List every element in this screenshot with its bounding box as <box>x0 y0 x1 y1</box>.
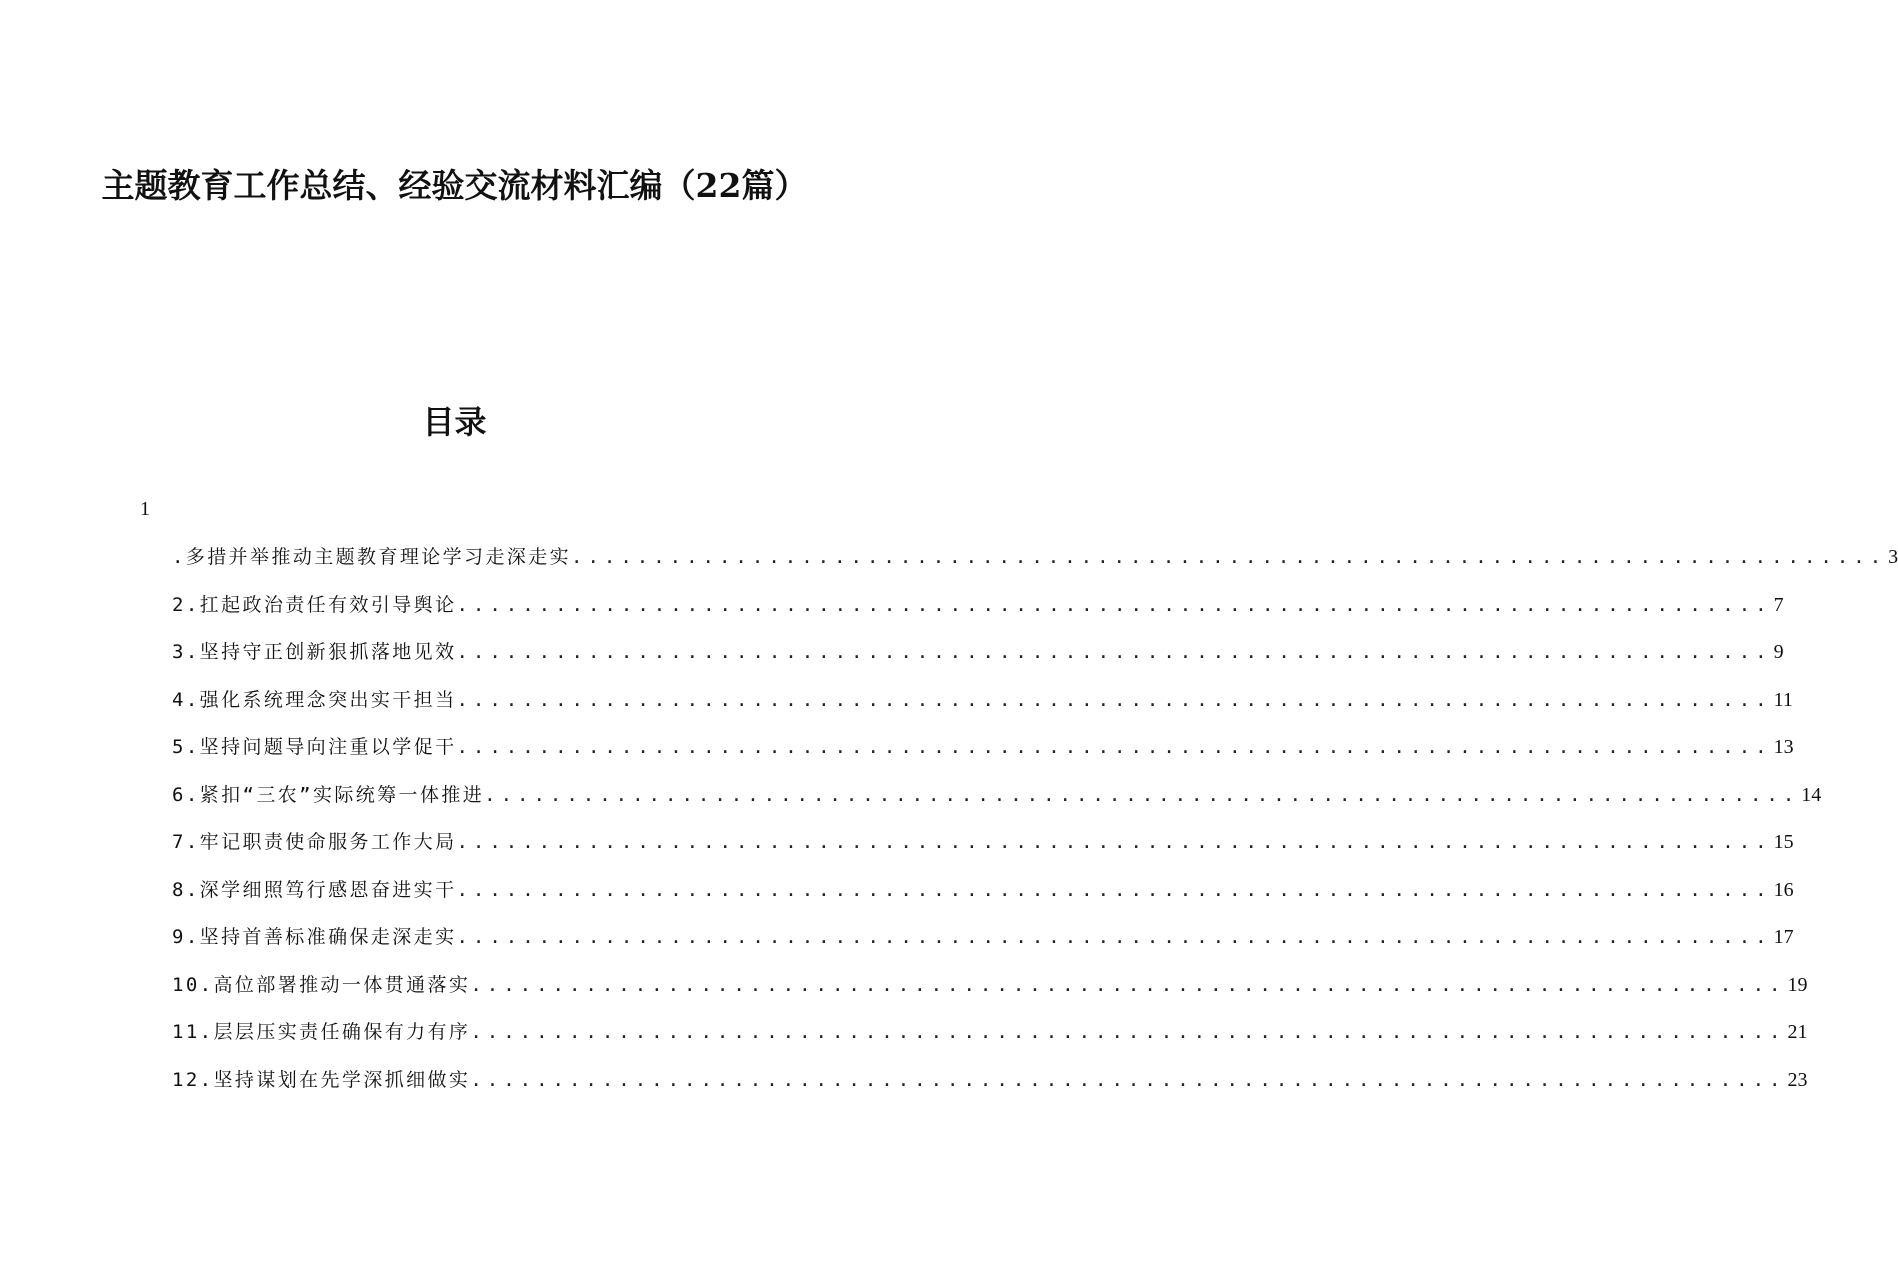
toc-entry-label: 11.层层压实责任确保有力有序 <box>172 1021 471 1043</box>
toc-entry-page: 14 <box>1801 783 1822 806</box>
toc-leader-dots: ................................................................................ <box>571 546 1887 568</box>
toc-entry-label: 9.坚持首善标准确保走深走实 <box>172 926 457 948</box>
toc-leader-dots: ................................................................................ <box>470 1021 1786 1043</box>
toc-entry-page: 7 <box>1773 593 1784 616</box>
toc-leader-dots: ................................................................................ <box>456 688 1772 711</box>
toc-entry-page: 11 <box>1773 688 1793 711</box>
toc-entry-label: 10.高位部署推动一体贯通落实 <box>172 973 471 996</box>
toc-leader-dots: ................................................................................ <box>470 1068 1786 1091</box>
toc-leader-dots: ................................................................................ <box>484 783 1800 806</box>
toc-leader-dots: ................................................................................ <box>456 926 1772 948</box>
toc-entry-label: 6.紧扣“三农”实际统筹一体推进 <box>172 783 485 806</box>
toc-entry[interactable] <box>172 914 1794 962</box>
toc-entry[interactable] <box>172 819 1794 867</box>
toc-entry[interactable] <box>172 629 1784 677</box>
toc-entry-page: 21 <box>1787 1021 1808 1043</box>
toc-entry-page: 16 <box>1773 878 1794 901</box>
toc-entry[interactable] <box>172 962 1808 1010</box>
toc-leader-dots: ................................................................................ <box>456 641 1772 663</box>
toc-leader-dots: ................................................................................ <box>456 736 1772 758</box>
document-title: 主题教育工作总结、经验交流材料汇编（22篇） <box>101 166 808 205</box>
toc-leader-dots: ................................................................................ <box>456 831 1772 853</box>
toc-entry-label: 12.坚持谋划在先学深抓细做实 <box>172 1068 471 1091</box>
toc-entry-label: 3.坚持守正创新狠抓落地见效 <box>172 641 457 663</box>
toc-entry-page: 23 <box>1787 1068 1808 1091</box>
toc-entry[interactable] <box>172 772 1822 820</box>
toc-leader-dots: ................................................................................ <box>456 593 1772 616</box>
toc-entry-page: 15 <box>1773 831 1794 853</box>
toc-entry[interactable] <box>172 1009 1808 1057</box>
toc-entry-label: 5.坚持问题导向注重以学促干 <box>172 736 457 758</box>
toc-entry[interactable] <box>172 1057 1808 1105</box>
toc-entry-page: 3 <box>1888 546 1898 568</box>
toc-entry[interactable] <box>172 534 1898 582</box>
toc-entry-label: 7.牢记职责使命服务工作大局 <box>172 831 457 853</box>
toc-entry-page: 9 <box>1773 641 1784 663</box>
toc-entry-label: 4.强化系统理念突出实干担当 <box>172 688 457 711</box>
toc-entry-page: 17 <box>1773 926 1794 948</box>
toc-leader-dots: ................................................................................ <box>456 878 1772 901</box>
toc-entry[interactable] <box>172 867 1794 915</box>
toc-heading: 目录 <box>422 403 487 441</box>
toc-entry[interactable] <box>172 724 1794 772</box>
toc-entry[interactable] <box>172 677 1793 725</box>
toc-leader-dots: ................................................................................ <box>470 973 1786 996</box>
toc-entry-page: 19 <box>1787 973 1808 996</box>
toc-entry[interactable] <box>172 582 1784 630</box>
toc-entry-label: 8.深学细照笃行感恩奋进实干 <box>172 878 457 901</box>
table-of-contents <box>172 534 1898 1104</box>
toc-entry-label: 2.扛起政治责任有效引导舆论 <box>172 593 457 616</box>
toc-entry-label: .多措并举推动主题教育理论学习走深走实 <box>172 546 572 568</box>
toc-entry-page: 13 <box>1773 736 1794 758</box>
toc-section-number: 1 <box>140 498 150 520</box>
